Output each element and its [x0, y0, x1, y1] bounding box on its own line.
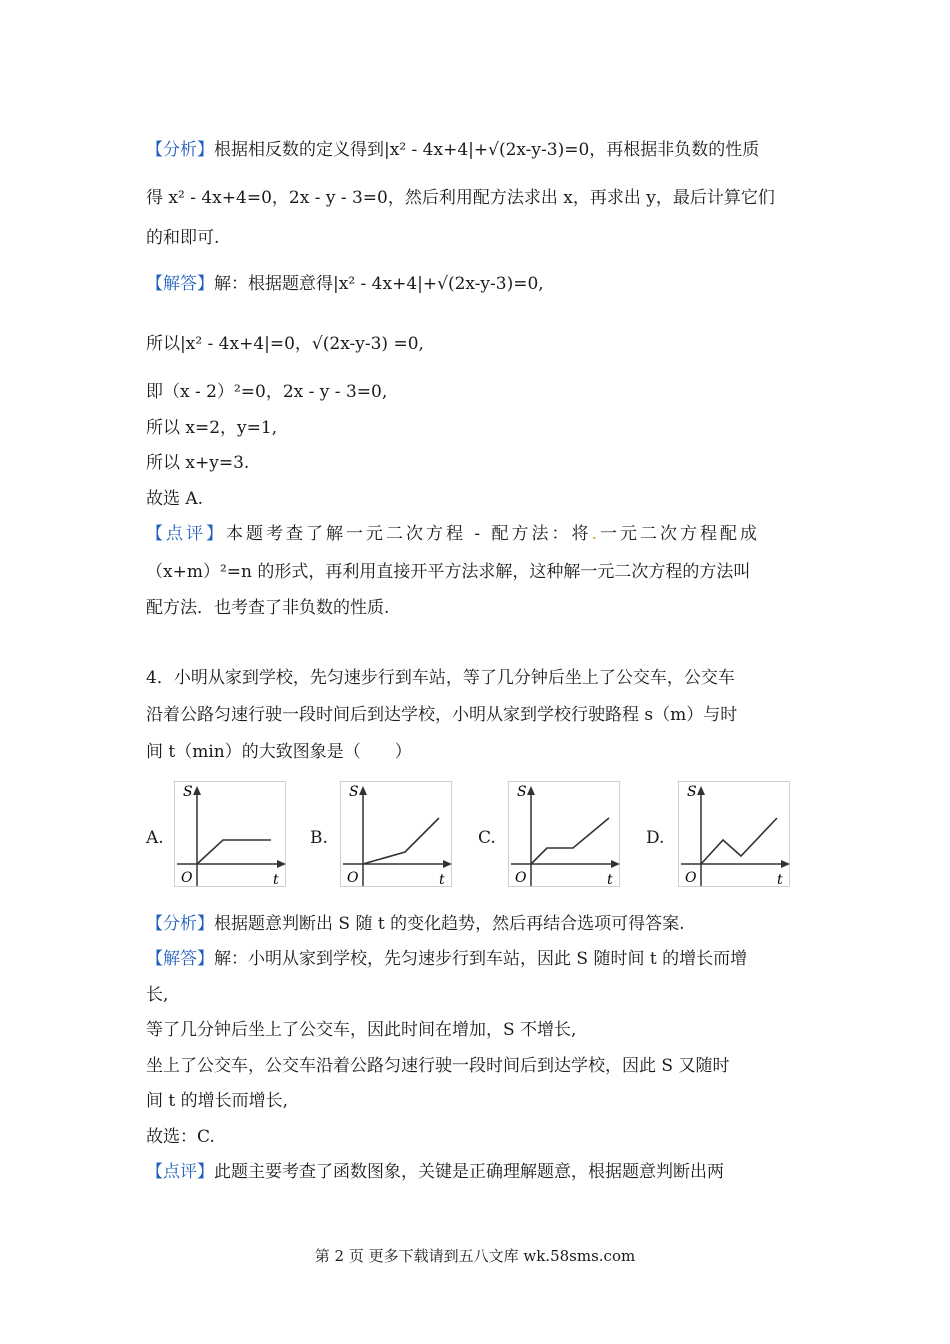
option-b-curve — [363, 818, 439, 864]
option-c-graph[interactable] — [508, 781, 620, 887]
solution-tag: 【解答】 — [146, 274, 214, 294]
analysis-tag: 【分析】 — [146, 140, 214, 160]
q4-analysis-paragraph — [146, 912, 685, 936]
option-a-curve — [197, 840, 271, 864]
q4-solution-text-line-4: 坐上了公交车，公交车沿着公路匀速行驶一段时间后到达学校，因此 S 又随时 — [146, 1056, 730, 1076]
q4-solution-text-line-1: 解：小明从家到学校，先匀速步行到车站，因此 S 随时间 t 的增长而增 — [214, 949, 748, 969]
comment-text-line-2: （x+m）²=n 的形式，再利用直接开平方法求解，这种解一元二次方程的方法叫 — [146, 562, 751, 582]
option-b-axis-s: S — [349, 784, 359, 800]
q4-solution-paragraph — [146, 947, 747, 971]
question-4-line-3: 间 t（min）的大致图象是（ ） — [146, 742, 412, 762]
q4-analysis-tag: 【分析】 — [146, 914, 214, 934]
option-c-label[interactable]: C. — [478, 828, 496, 848]
option-b-graph[interactable] — [340, 781, 452, 887]
option-a-axis-t: t — [273, 872, 279, 888]
option-c-curve — [531, 818, 609, 864]
q4-solution-tag: 【解答】 — [146, 949, 214, 969]
analysis-text-line-1: 根据相反数的定义得到|x² - 4x+4|+√(2x-y-3)=0，再根据非负数的性质 — [214, 140, 760, 160]
q4-solution-text-line-2: 长, — [146, 985, 169, 1005]
solution-paragraph-1 — [146, 272, 544, 296]
option-a-axis-s: S — [183, 784, 193, 800]
option-d-axis-s: S — [687, 784, 697, 800]
q4-solution-text-line-3: 等了几分钟后坐上了公交车，因此时间在增加，S 不增长, — [146, 1020, 577, 1040]
solution-text-line-3: 即（x - 2）²=0，2x - y - 3=0, — [146, 382, 388, 402]
option-b-axis-t: t — [439, 872, 445, 888]
option-d-curve — [701, 818, 777, 864]
option-a-label[interactable]: A. — [146, 828, 164, 848]
option-a-origin: O — [181, 870, 193, 886]
q4-comment-text-line-1: 此题主要考查了函数图象，关键是正确理解题意，根据题意判断出两 — [214, 1162, 724, 1182]
comment-tag: 【点评】 — [146, 524, 226, 544]
option-b-origin: O — [347, 870, 359, 886]
page-footer: 第 2 页 更多下载请到五八文库 wk.58sms.com — [314, 1247, 636, 1265]
option-d-origin: O — [685, 870, 697, 886]
option-c-origin: O — [515, 870, 527, 886]
q4-comment-paragraph — [146, 1160, 724, 1184]
option-a-graph-svg — [175, 782, 287, 888]
comment-text-line-3: 配方法．也考查了非负数的性质. — [146, 598, 390, 618]
option-b-label[interactable]: B. — [310, 828, 328, 848]
option-c-axis-t: t — [607, 872, 613, 888]
solution-text-line-2: 所以|x² - 4x+4|=0，√(2x-y-3) =0, — [146, 334, 424, 354]
marker-dot: . — [591, 524, 600, 544]
solution-text-line-4: 所以 x=2，y=1, — [146, 418, 278, 438]
comment-text-line-1b: 一元二次方程配成 — [599, 524, 760, 544]
q4-solution-text-line-6: 故选：C. — [146, 1127, 215, 1147]
option-a-graph[interactable] — [174, 781, 286, 887]
question-4-line-2: 沿着公路匀速行驶一段时间后到达学校，小明从家到学校行驶路程 s（m）与时 — [146, 705, 738, 725]
option-b-graph-svg — [341, 782, 453, 888]
solution-text-line-5: 所以 x+y=3. — [146, 453, 250, 473]
option-c-axis-s: S — [517, 784, 527, 800]
comment-paragraph-1 — [146, 522, 760, 546]
solution-text-line-6: 故选 A. — [146, 489, 204, 509]
option-d-axis-t: t — [777, 872, 783, 888]
question-4-line-1: 4．小明从家到学校，先匀速步行到车站，等了几分钟后坐上了公交车，公交车 — [146, 668, 735, 688]
solution-text-line-1: 解：根据题意得|x² - 4x+4|+√(2x-y-3)=0, — [214, 274, 544, 294]
analysis-text-line-2: 得 x² - 4x+4=0，2x - y - 3=0，然后利用配方法求出 x，再求出 y，最后计算它们 — [146, 188, 775, 208]
q4-solution-text-line-5: 间 t 的增长而增长, — [146, 1091, 289, 1111]
analysis-text-line-3: 的和即可. — [146, 228, 220, 248]
option-c-graph-svg — [509, 782, 621, 888]
comment-text-line-1a: 本题考查了解一元二次方程 - 配方法：将 — [226, 524, 592, 544]
option-d-label[interactable]: D. — [646, 828, 665, 848]
option-d-graph[interactable] — [678, 781, 790, 887]
analysis-paragraph-1 — [146, 138, 759, 162]
q4-comment-tag: 【点评】 — [146, 1162, 214, 1182]
q4-analysis-text-line-1: 根据题意判断出 S 随 t 的变化趋势，然后再结合选项可得答案. — [214, 914, 685, 934]
option-d-graph-svg — [679, 782, 791, 888]
